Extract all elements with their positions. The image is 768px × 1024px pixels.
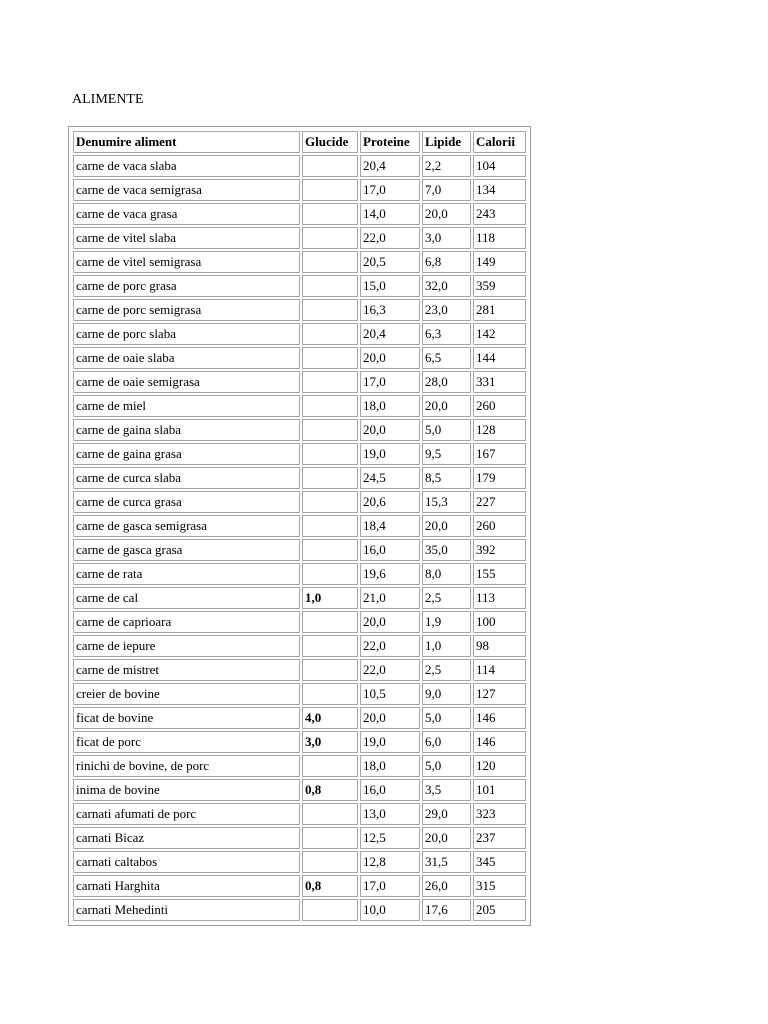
glucide-cell: [302, 803, 358, 825]
proteine-cell: 16,0: [360, 539, 420, 561]
calorii-cell: 345: [473, 851, 526, 873]
calorii-cell: 323: [473, 803, 526, 825]
lipide-cell: 32,0: [422, 275, 471, 297]
proteine-cell: 20,0: [360, 419, 420, 441]
glucide-cell: [302, 659, 358, 681]
table-row: [73, 251, 526, 273]
table-row: [73, 731, 526, 753]
table-row: [73, 179, 526, 201]
table-row: [73, 563, 526, 585]
proteine-cell: 22,0: [360, 635, 420, 657]
proteine-cell: 20,4: [360, 155, 420, 177]
table-row: [73, 539, 526, 561]
table-row: [73, 899, 526, 921]
table-row: [73, 395, 526, 417]
calorii-cell: 227: [473, 491, 526, 513]
proteine-cell: 19,0: [360, 731, 420, 753]
lipide-cell: 2,5: [422, 587, 471, 609]
proteine-cell: 17,0: [360, 179, 420, 201]
proteine-cell: 10,0: [360, 899, 420, 921]
calorii-cell: 167: [473, 443, 526, 465]
foods-table: [71, 129, 528, 923]
glucide-cell: [302, 515, 358, 537]
lipide-cell: 6,0: [422, 731, 471, 753]
table-row: [73, 659, 526, 681]
glucide-cell: [302, 347, 358, 369]
proteine-cell: 18,0: [360, 395, 420, 417]
table-row: [73, 323, 526, 345]
table-row: [73, 683, 526, 705]
table-row: [73, 803, 526, 825]
lipide-cell: 7,0: [422, 179, 471, 201]
page-title: ALIMENTE: [72, 92, 144, 107]
glucide-cell: [302, 419, 358, 441]
glucide-cell: [302, 323, 358, 345]
calorii-cell: 113: [473, 587, 526, 609]
food-name-cell: carnati caltabos: [73, 851, 300, 873]
proteine-cell: 14,0: [360, 203, 420, 225]
calorii-cell: 104: [473, 155, 526, 177]
proteine-cell: 12,5: [360, 827, 420, 849]
table-row: [73, 779, 526, 801]
table-header-row: [73, 131, 526, 153]
glucide-cell: [302, 539, 358, 561]
glucide-cell: [302, 251, 358, 273]
food-name-cell: carne de porc semigrasa: [73, 299, 300, 321]
lipide-cell: 3,5: [422, 779, 471, 801]
lipide-cell: 20,0: [422, 395, 471, 417]
calorii-cell: 128: [473, 419, 526, 441]
table-row: [73, 155, 526, 177]
calorii-cell: 281: [473, 299, 526, 321]
glucide-cell: [302, 899, 358, 921]
table-row: [73, 419, 526, 441]
proteine-cell: 17,0: [360, 371, 420, 393]
proteine-cell: 20,0: [360, 707, 420, 729]
column-header-name: Denumire aliment: [73, 131, 300, 153]
food-name-cell: carne de porc grasa: [73, 275, 300, 297]
proteine-cell: 13,0: [360, 803, 420, 825]
calorii-cell: 260: [473, 395, 526, 417]
glucide-cell: 0,8: [302, 779, 358, 801]
food-name-cell: carne de vaca grasa: [73, 203, 300, 225]
calorii-cell: 127: [473, 683, 526, 705]
proteine-cell: 18,0: [360, 755, 420, 777]
table-row: [73, 635, 526, 657]
calorii-cell: 359: [473, 275, 526, 297]
proteine-cell: 16,0: [360, 779, 420, 801]
proteine-cell: 10,5: [360, 683, 420, 705]
lipide-cell: 8,0: [422, 563, 471, 585]
food-name-cell: carne de rata: [73, 563, 300, 585]
lipide-cell: 6,8: [422, 251, 471, 273]
lipide-cell: 8,5: [422, 467, 471, 489]
calorii-cell: 315: [473, 875, 526, 897]
proteine-cell: 20,0: [360, 611, 420, 633]
calorii-cell: 155: [473, 563, 526, 585]
proteine-cell: 21,0: [360, 587, 420, 609]
food-name-cell: carnati afumati de porc: [73, 803, 300, 825]
lipide-cell: 5,0: [422, 755, 471, 777]
food-name-cell: ficat de porc: [73, 731, 300, 753]
calorii-cell: 392: [473, 539, 526, 561]
food-name-cell: carne de porc slaba: [73, 323, 300, 345]
glucide-cell: [302, 275, 358, 297]
column-header-calorii: Calorii: [473, 131, 526, 153]
lipide-cell: 31,5: [422, 851, 471, 873]
food-name-cell: carne de gasca grasa: [73, 539, 300, 561]
proteine-cell: 19,0: [360, 443, 420, 465]
glucide-cell: [302, 827, 358, 849]
food-name-cell: carne de vitel slaba: [73, 227, 300, 249]
calorii-cell: 101: [473, 779, 526, 801]
glucide-cell: [302, 155, 358, 177]
calorii-cell: 120: [473, 755, 526, 777]
table-row: [73, 707, 526, 729]
food-name-cell: rinichi de bovine, de porc: [73, 755, 300, 777]
calorii-cell: 243: [473, 203, 526, 225]
food-name-cell: carnati Bicaz: [73, 827, 300, 849]
glucide-cell: [302, 611, 358, 633]
column-header-lipide: Lipide: [422, 131, 471, 153]
glucide-cell: [302, 395, 358, 417]
calorii-cell: 331: [473, 371, 526, 393]
table-row: [73, 875, 526, 897]
lipide-cell: 6,5: [422, 347, 471, 369]
calorii-cell: 144: [473, 347, 526, 369]
lipide-cell: 20,0: [422, 515, 471, 537]
glucide-cell: 4,0: [302, 707, 358, 729]
food-name-cell: carne de gaina slaba: [73, 419, 300, 441]
proteine-cell: 16,3: [360, 299, 420, 321]
glucide-cell: 0,8: [302, 875, 358, 897]
food-name-cell: carne de vitel semigrasa: [73, 251, 300, 273]
lipide-cell: 35,0: [422, 539, 471, 561]
food-name-cell: carne de iepure: [73, 635, 300, 657]
glucide-cell: [302, 563, 358, 585]
calorii-cell: 142: [473, 323, 526, 345]
proteine-cell: 20,4: [360, 323, 420, 345]
glucide-cell: [302, 683, 358, 705]
glucide-cell: [302, 371, 358, 393]
table-row: [73, 371, 526, 393]
proteine-cell: 15,0: [360, 275, 420, 297]
lipide-cell: 2,2: [422, 155, 471, 177]
table-row: [73, 227, 526, 249]
proteine-cell: 24,5: [360, 467, 420, 489]
calorii-cell: 237: [473, 827, 526, 849]
calorii-cell: 134: [473, 179, 526, 201]
glucide-cell: [302, 467, 358, 489]
lipide-cell: 5,0: [422, 419, 471, 441]
proteine-cell: 18,4: [360, 515, 420, 537]
food-name-cell: carne de vaca slaba: [73, 155, 300, 177]
lipide-cell: 1,9: [422, 611, 471, 633]
calorii-cell: 146: [473, 731, 526, 753]
lipide-cell: 9,0: [422, 683, 471, 705]
calorii-cell: 146: [473, 707, 526, 729]
food-name-cell: carne de curca grasa: [73, 491, 300, 513]
lipide-cell: 28,0: [422, 371, 471, 393]
glucide-cell: [302, 227, 358, 249]
lipide-cell: 26,0: [422, 875, 471, 897]
lipide-cell: 6,3: [422, 323, 471, 345]
food-name-cell: carne de cal: [73, 587, 300, 609]
table-row: [73, 851, 526, 873]
glucide-cell: [302, 635, 358, 657]
calorii-cell: 205: [473, 899, 526, 921]
table-row: [73, 275, 526, 297]
food-name-cell: carne de gaina grasa: [73, 443, 300, 465]
food-name-cell: carnati Harghita: [73, 875, 300, 897]
table-row: [73, 203, 526, 225]
glucide-cell: [302, 851, 358, 873]
glucide-cell: [302, 491, 358, 513]
food-name-cell: carne de oaie slaba: [73, 347, 300, 369]
food-name-cell: carne de miel: [73, 395, 300, 417]
calorii-cell: 114: [473, 659, 526, 681]
table-row: [73, 611, 526, 633]
calorii-cell: 118: [473, 227, 526, 249]
lipide-cell: 29,0: [422, 803, 471, 825]
food-name-cell: carne de mistret: [73, 659, 300, 681]
calorii-cell: 149: [473, 251, 526, 273]
calorii-cell: 98: [473, 635, 526, 657]
lipide-cell: 3,0: [422, 227, 471, 249]
table-row: [73, 827, 526, 849]
food-name-cell: creier de bovine: [73, 683, 300, 705]
food-name-cell: inima de bovine: [73, 779, 300, 801]
table-row: [73, 491, 526, 513]
food-name-cell: ficat de bovine: [73, 707, 300, 729]
food-name-cell: carne de oaie semigrasa: [73, 371, 300, 393]
proteine-cell: 22,0: [360, 227, 420, 249]
food-name-cell: carne de caprioara: [73, 611, 300, 633]
lipide-cell: 9,5: [422, 443, 471, 465]
glucide-cell: [302, 443, 358, 465]
glucide-cell: [302, 755, 358, 777]
table-row: [73, 299, 526, 321]
glucide-cell: [302, 179, 358, 201]
table-row: [73, 443, 526, 465]
lipide-cell: 23,0: [422, 299, 471, 321]
lipide-cell: 20,0: [422, 827, 471, 849]
proteine-cell: 22,0: [360, 659, 420, 681]
calorii-cell: 260: [473, 515, 526, 537]
glucide-cell: [302, 203, 358, 225]
lipide-cell: 17,6: [422, 899, 471, 921]
lipide-cell: 1,0: [422, 635, 471, 657]
table-row: [73, 467, 526, 489]
lipide-cell: 2,5: [422, 659, 471, 681]
column-header-glucide: Glucide: [302, 131, 358, 153]
food-name-cell: carnati Mehedinti: [73, 899, 300, 921]
food-name-cell: carne de gasca semigrasa: [73, 515, 300, 537]
table-row: [73, 755, 526, 777]
calorii-cell: 179: [473, 467, 526, 489]
table-row: [73, 515, 526, 537]
table-body: [73, 155, 526, 921]
food-name-cell: carne de vaca semigrasa: [73, 179, 300, 201]
proteine-cell: 20,0: [360, 347, 420, 369]
proteine-cell: 20,6: [360, 491, 420, 513]
food-name-cell: carne de curca slaba: [73, 467, 300, 489]
foods-table-container: [68, 126, 531, 926]
glucide-cell: 3,0: [302, 731, 358, 753]
glucide-cell: 1,0: [302, 587, 358, 609]
calorii-cell: 100: [473, 611, 526, 633]
proteine-cell: 12,8: [360, 851, 420, 873]
table-row: [73, 587, 526, 609]
glucide-cell: [302, 299, 358, 321]
lipide-cell: 5,0: [422, 707, 471, 729]
lipide-cell: 15,3: [422, 491, 471, 513]
table-row: [73, 347, 526, 369]
proteine-cell: 19,6: [360, 563, 420, 585]
lipide-cell: 20,0: [422, 203, 471, 225]
column-header-proteine: Proteine: [360, 131, 420, 153]
proteine-cell: 20,5: [360, 251, 420, 273]
proteine-cell: 17,0: [360, 875, 420, 897]
